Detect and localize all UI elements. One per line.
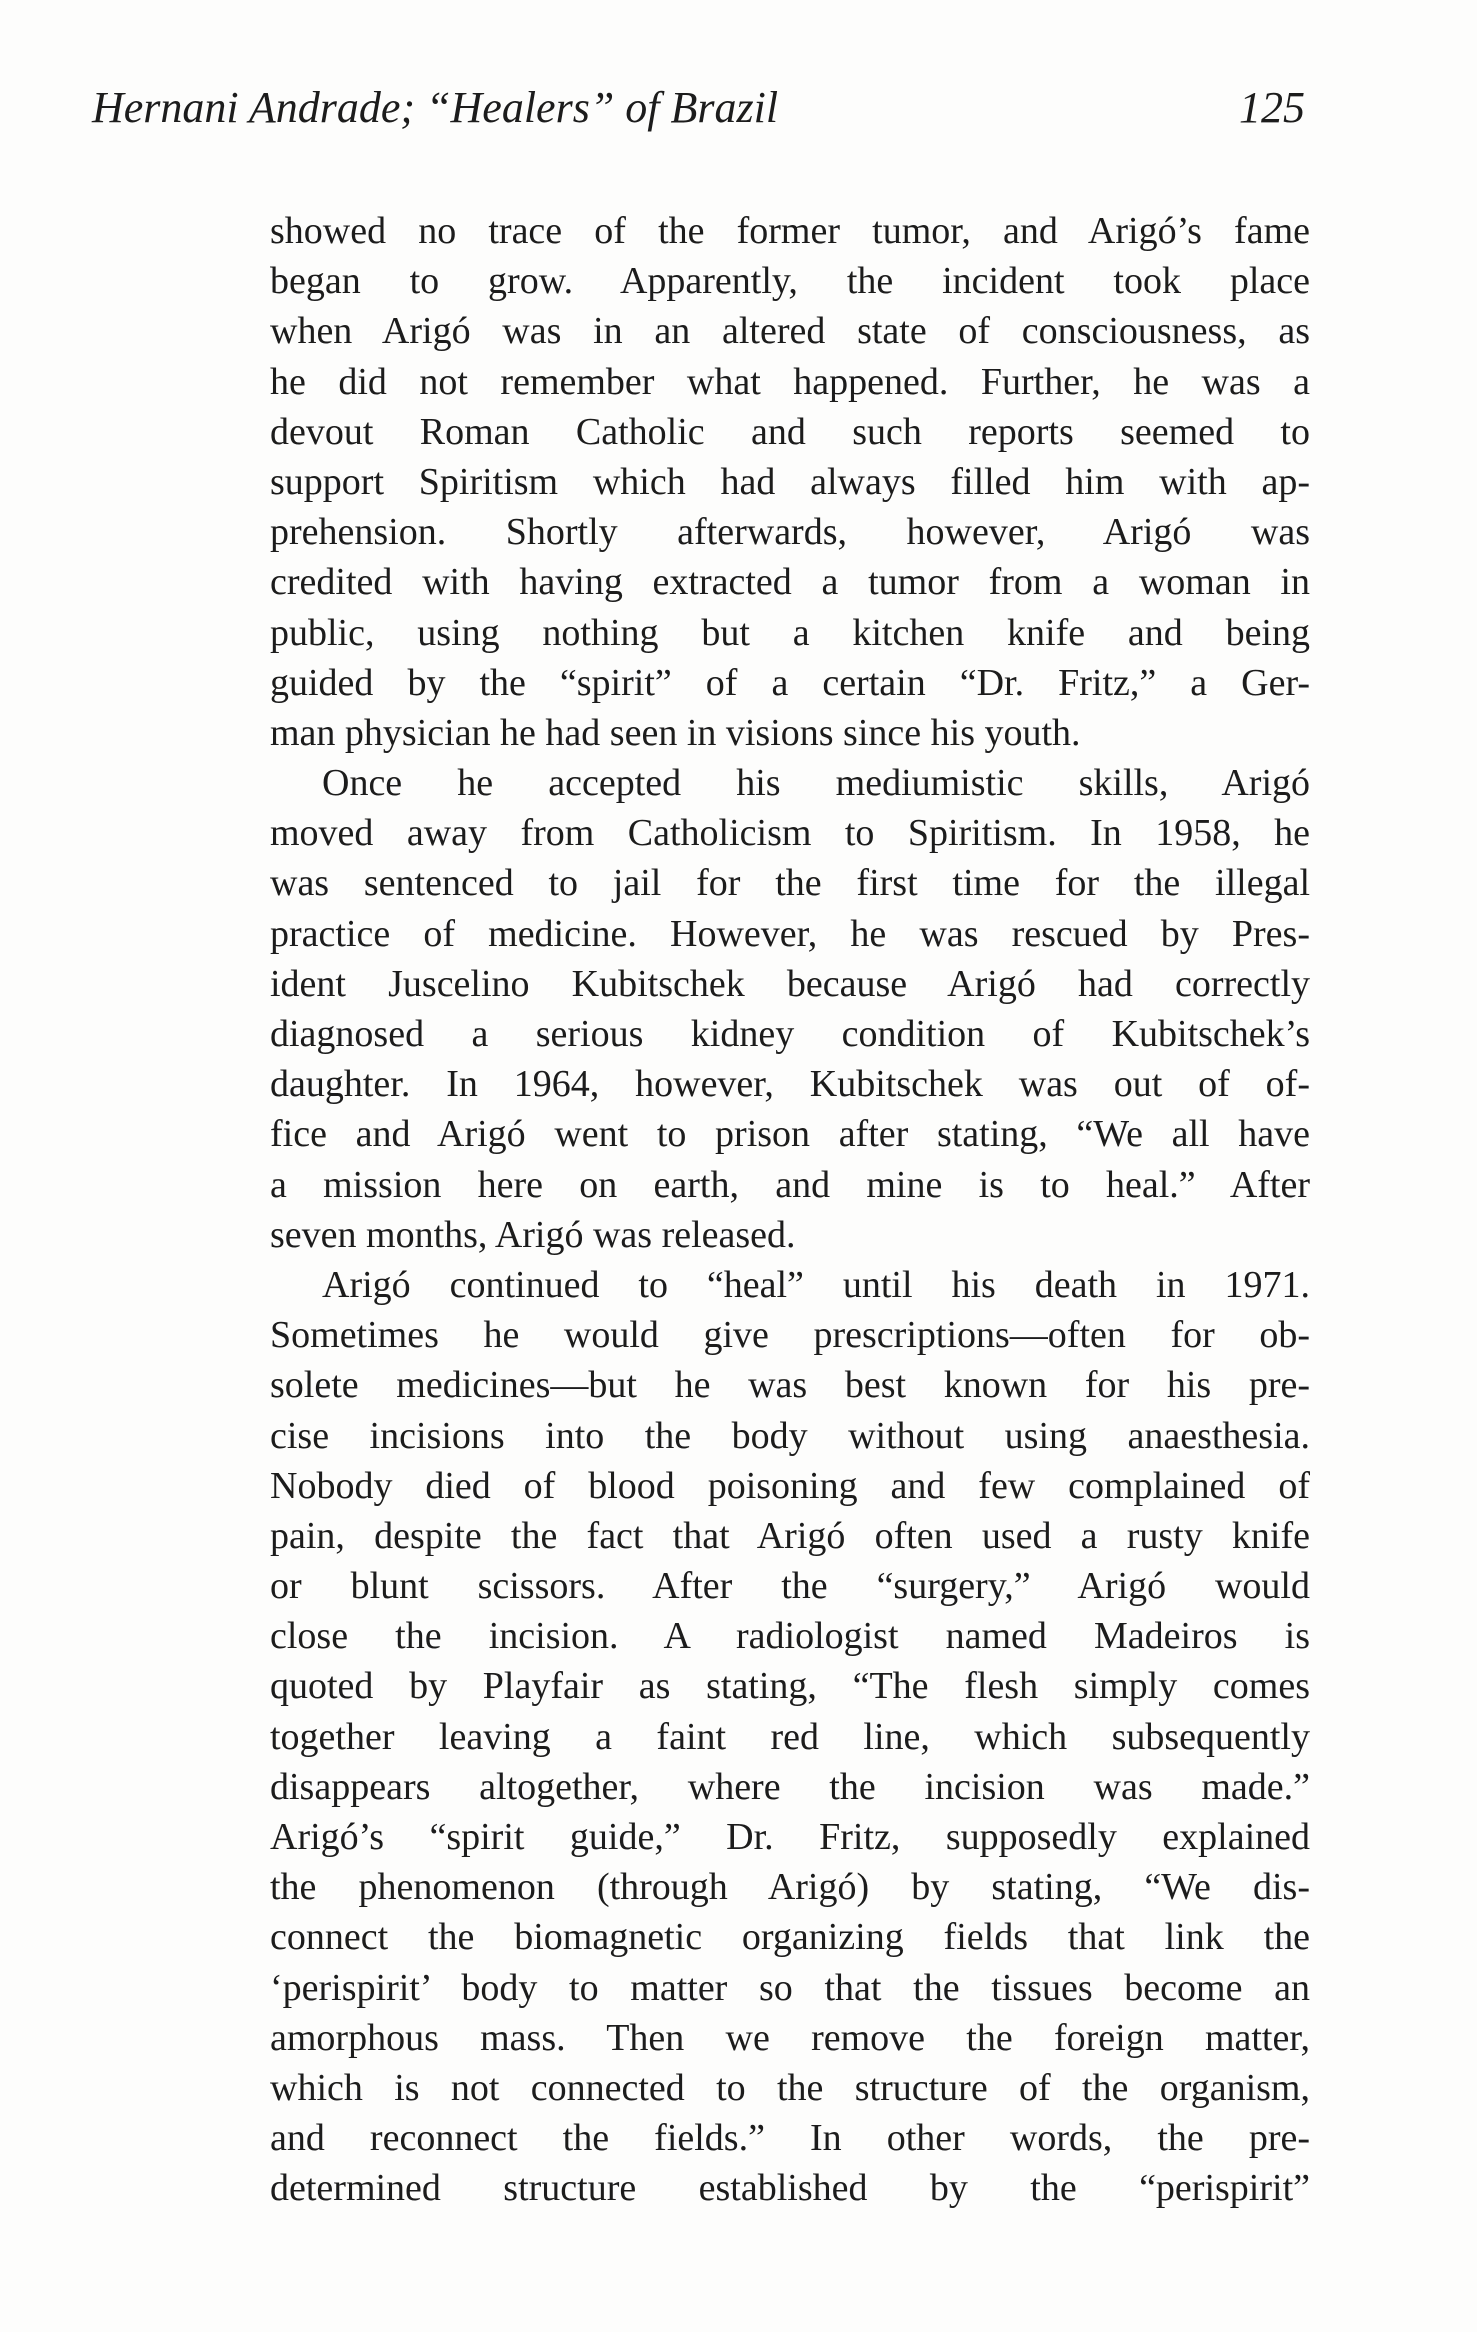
text-line: diagnosed a serious kidney condition of Kubitschek’s <box>270 1013 1310 1055</box>
text-line: which is not connected to the structure of the organism, <box>270 2066 1310 2109</box>
text-line: ‘perispirit’ body to matter so that the tissues become an <box>270 1966 1310 2009</box>
text-line: fice and Arigó went to prison after stating, “We all have <box>270 1113 1310 1156</box>
text-line: began to grow. Apparently, the incident took place <box>270 260 1310 303</box>
text-line: and reconnect the fields.” In other words, the pre- <box>270 2117 1310 2160</box>
paragraph <box>270 758 1310 1260</box>
text-line: Arigó’s “spirit guide,” Dr. Fritz, supposedly explained <box>270 1816 1310 1858</box>
text-line: seven months, Arigó was released. <box>270 1213 796 1256</box>
text-line: daughter. In 1964, however, Kubitschek was out of of- <box>270 1063 1310 1106</box>
text-line: disappears altogether, where the incision was made.” <box>270 1765 1310 1808</box>
text-line: guided by the “spirit” of a certain “Dr. Fritz,” a Ger- <box>270 661 1310 704</box>
text-line: or blunt scissors. After the “surgery,” Arigó would <box>270 1565 1310 1608</box>
paragraph <box>270 206 1310 758</box>
text-line: a mission here on earth, and mine is to heal.” After <box>270 1163 1310 1206</box>
text-line: Nobody died of blood poisoning and few complained of <box>270 1464 1310 1507</box>
text-line: Sometimes he would give prescriptions—often for ob- <box>270 1314 1310 1357</box>
page-number: 125 <box>1239 83 1305 132</box>
text-line: amorphous mass. Then we remove the foreign matter, <box>270 2016 1310 2059</box>
text-line: support Spiritism which had always filled him with ap- <box>270 460 1310 503</box>
text-line: moved away from Catholicism to Spiritism. In 1958, he <box>270 812 1310 855</box>
text-line: connect the biomagnetic organizing fields that link the <box>270 1916 1310 1959</box>
text-line: solete medicines—but he was best known for his pre- <box>270 1364 1310 1407</box>
text-line: practice of medicine. However, he was rescued by Pres- <box>270 912 1310 955</box>
text-line: prehension. Shortly afterwards, however, Arigó was <box>270 511 1310 554</box>
text-line: Once he accepted his mediumistic skills, Arigó <box>322 762 1310 805</box>
text-line: Arigó continued to “heal” until his death in 1971. <box>322 1263 1310 1306</box>
text-line: quoted by Playfair as stating, “The flesh simply comes <box>270 1665 1310 1708</box>
text-line: together leaving a faint red line, which subsequently <box>270 1715 1310 1758</box>
text-line: ident Juscelino Kubitschek because Arigó had correctly <box>270 962 1310 1005</box>
paragraph <box>270 1260 1310 2214</box>
text-line: devout Roman Catholic and such reports seemed to <box>270 410 1310 453</box>
text-line: showed no trace of the former tumor, and Arigó’s fame <box>270 210 1310 252</box>
text-line: credited with having extracted a tumor from a woman in <box>270 561 1310 604</box>
text-line: he did not remember what happened. Further, he was a <box>270 360 1310 403</box>
running-title: Hernani Andrade; “Healers” of Brazil <box>92 83 779 132</box>
text-line: public, using nothing but a kitchen knife and being <box>270 611 1310 654</box>
running-head <box>92 78 1305 138</box>
body-text <box>270 206 1310 2214</box>
text-line: pain, despite the fact that Arigó often used a rusty knife <box>270 1514 1310 1557</box>
text-line: cise incisions into the body without using anaesthesia. <box>270 1414 1310 1457</box>
text-line: was sentenced to jail for the first time for the illegal <box>270 862 1310 905</box>
text-line: close the incision. A radiologist named Madeiros is <box>270 1615 1310 1658</box>
text-line: man physician he had seen in visions since his youth. <box>270 711 1081 754</box>
text-line: determined structure established by the “perispirit” <box>270 2167 1310 2210</box>
text-line: when Arigó was in an altered state of consciousness, as <box>270 310 1310 353</box>
text-line: the phenomenon (through Arigó) by stating, “We dis- <box>270 1866 1310 1909</box>
